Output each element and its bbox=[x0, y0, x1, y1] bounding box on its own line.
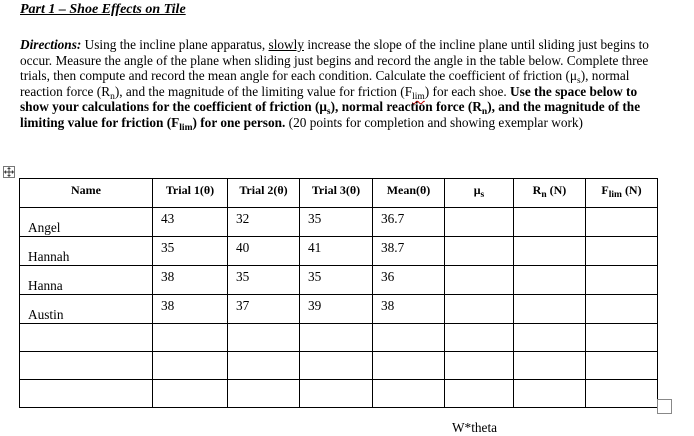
header-rn-symbol: R bbox=[532, 183, 542, 197]
cell-trial-3[interactable]: 35 bbox=[300, 266, 373, 295]
bold-flim-subscript: lim bbox=[179, 122, 193, 133]
cell-flim[interactable] bbox=[586, 352, 658, 380]
cell-name[interactable]: Austin bbox=[20, 295, 153, 324]
cell-name[interactable]: Hanna bbox=[20, 266, 153, 295]
cell-name[interactable]: Angel bbox=[20, 208, 153, 237]
cell-mean[interactable]: 38.7 bbox=[373, 237, 445, 266]
cell-mean[interactable] bbox=[373, 380, 445, 408]
cell-mu[interactable] bbox=[445, 208, 514, 237]
directions-slowly: slowly bbox=[268, 37, 304, 52]
table-row-empty bbox=[20, 324, 658, 352]
cell-name[interactable] bbox=[20, 352, 153, 380]
cell-trial-3[interactable]: 41 bbox=[300, 237, 373, 266]
header-trial-3: Trial 3(θ) bbox=[300, 179, 373, 208]
header-trial-2: Trial 2(θ) bbox=[228, 179, 300, 208]
cell-trial-2[interactable]: 40 bbox=[228, 237, 300, 266]
cell-trial-2[interactable] bbox=[228, 380, 300, 408]
table-row bbox=[20, 295, 658, 324]
cell-mu[interactable] bbox=[445, 380, 514, 408]
directions-bold-3: ), and the magnitude of the limiting value for friction (F bbox=[20, 99, 641, 130]
header-mu-symbol: μ bbox=[473, 183, 481, 197]
header-mu bbox=[445, 179, 514, 208]
table-move-handle-icon[interactable] bbox=[3, 166, 15, 178]
data-table bbox=[19, 178, 658, 408]
cell-trial-3[interactable] bbox=[300, 380, 373, 408]
mu-subscript: s bbox=[577, 76, 581, 87]
directions-paragraph bbox=[20, 37, 655, 131]
cell-rn[interactable] bbox=[514, 380, 586, 408]
table-header-row bbox=[20, 179, 658, 208]
cell-flim[interactable] bbox=[586, 208, 658, 237]
cell-trial-2[interactable]: 37 bbox=[228, 295, 300, 324]
cell-trial-2[interactable]: 35 bbox=[228, 266, 300, 295]
bold-rn-subscript: n bbox=[481, 107, 488, 118]
cell-rn[interactable] bbox=[514, 266, 586, 295]
cell-name[interactable] bbox=[20, 324, 153, 352]
cell-trial-1[interactable] bbox=[153, 324, 228, 352]
cell-trial-3[interactable] bbox=[300, 324, 373, 352]
table-resize-handle[interactable] bbox=[657, 399, 672, 414]
cell-mean[interactable]: 36 bbox=[373, 266, 445, 295]
cell-rn[interactable] bbox=[514, 237, 586, 266]
rn-subscript: n bbox=[110, 91, 115, 102]
cell-mu[interactable] bbox=[445, 237, 514, 266]
cell-rn[interactable] bbox=[514, 208, 586, 237]
directions-bold-4: ) for one person. bbox=[192, 114, 286, 130]
cell-mean[interactable]: 38 bbox=[373, 295, 445, 324]
cell-rn[interactable] bbox=[514, 352, 586, 380]
directions-text-3: ), normal reaction force (R bbox=[20, 68, 630, 99]
cell-trial-2[interactable] bbox=[228, 352, 300, 380]
cell-flim[interactable] bbox=[586, 324, 658, 352]
cell-mu[interactable] bbox=[445, 295, 514, 324]
header-mu-sub: s bbox=[480, 190, 485, 200]
header-rn-sub: n bbox=[541, 190, 547, 200]
header-mean: Mean(θ) bbox=[373, 179, 445, 208]
cell-rn[interactable] bbox=[514, 324, 586, 352]
cell-trial-2[interactable] bbox=[228, 324, 300, 352]
directions-text-5: ) for each shoe. bbox=[424, 83, 511, 99]
table-row bbox=[20, 237, 658, 266]
cell-rn[interactable] bbox=[514, 295, 586, 324]
directions-text-4: ), and the magnitude of the limiting value for friction (F bbox=[114, 83, 413, 99]
header-name: Name bbox=[20, 179, 153, 208]
cell-trial-1[interactable]: 38 bbox=[153, 295, 228, 324]
cell-flim[interactable] bbox=[586, 237, 658, 266]
cell-mean[interactable] bbox=[373, 324, 445, 352]
header-flim bbox=[586, 179, 658, 208]
cell-name[interactable] bbox=[20, 380, 153, 408]
cell-trial-1[interactable]: 43 bbox=[153, 208, 228, 237]
cell-mean[interactable] bbox=[373, 352, 445, 380]
cell-trial-1[interactable] bbox=[153, 380, 228, 408]
flim-subscript: lim bbox=[412, 91, 425, 102]
cell-trial-3[interactable]: 35 bbox=[300, 208, 373, 237]
cell-trial-2[interactable]: 32 bbox=[228, 208, 300, 237]
cell-mu[interactable] bbox=[445, 266, 514, 295]
header-rn-unit: (N) bbox=[546, 183, 567, 197]
directions-bold-1: Use the space below to show your calculations for the coefficient of friction (μ bbox=[20, 83, 638, 115]
directions-text-1: Using the incline plane apparatus, bbox=[81, 37, 269, 52]
cell-trial-1[interactable]: 35 bbox=[153, 237, 228, 266]
table-row-empty bbox=[20, 352, 658, 380]
directions-lead: Directions: bbox=[20, 37, 82, 52]
handwritten-note: W*theta bbox=[452, 420, 498, 435]
cell-trial-1[interactable] bbox=[153, 352, 228, 380]
cell-trial-3[interactable]: 39 bbox=[300, 295, 373, 324]
cell-trial-1[interactable]: 38 bbox=[153, 266, 228, 295]
header-flim-sub: lim bbox=[608, 190, 622, 200]
table-row bbox=[20, 266, 658, 295]
cell-flim[interactable] bbox=[586, 295, 658, 324]
cell-flim[interactable] bbox=[586, 380, 658, 408]
directions-text-6: (20 points for completion and showing exemplar work) bbox=[285, 114, 583, 130]
cell-mean[interactable]: 36.7 bbox=[373, 208, 445, 237]
cell-mu[interactable] bbox=[445, 352, 514, 380]
cell-trial-3[interactable] bbox=[300, 352, 373, 380]
cell-flim[interactable] bbox=[586, 266, 658, 295]
cell-name[interactable]: Hannah bbox=[20, 237, 153, 266]
header-flim-symbol: F bbox=[601, 183, 609, 197]
bold-mu-subscript: s bbox=[326, 107, 331, 118]
cell-mu[interactable] bbox=[445, 324, 514, 352]
section-heading: Part 1 – Shoe Effects on Tile bbox=[20, 2, 186, 17]
table-row-empty bbox=[20, 380, 658, 408]
directions-text-2: increase the slope of the incline plane until sliding just begins to occur. Measure the angle of the plane when sliding just begins and record the angle in the table below. Complete three trials, then compute and record the mean angle for each condition. Calculate the coefficient of friction (μ bbox=[20, 37, 649, 84]
table-row bbox=[20, 208, 658, 237]
header-flim-unit: (N) bbox=[621, 183, 642, 197]
header-trial-1: Trial 1(θ) bbox=[153, 179, 228, 208]
header-rn bbox=[514, 179, 586, 208]
directions-bold-2: ), normal reaction force (R bbox=[330, 99, 482, 115]
